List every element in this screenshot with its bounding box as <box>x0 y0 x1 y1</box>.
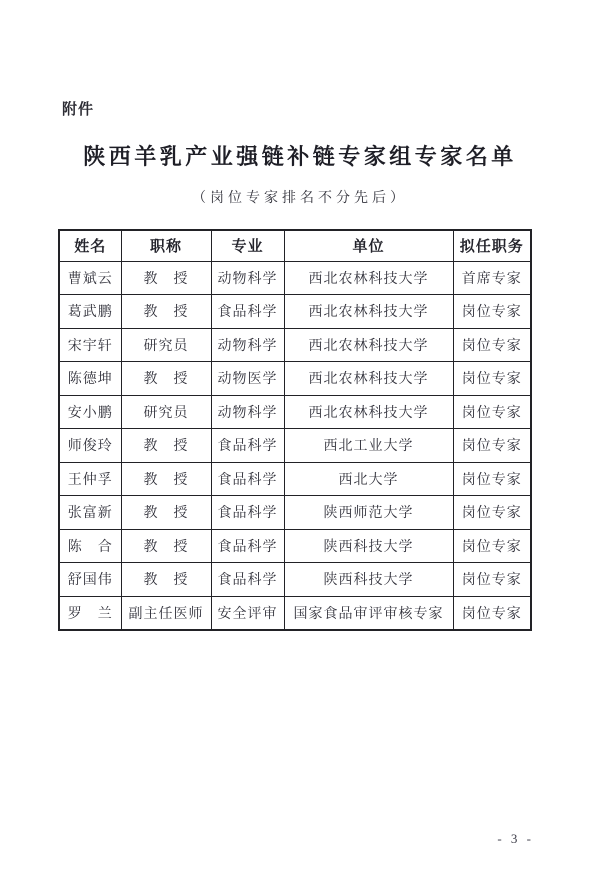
cell-major: 食品科学 <box>211 462 284 496</box>
column-header-title: 职称 <box>121 230 211 261</box>
table-row <box>59 395 531 429</box>
cell-post: 岗位专家 <box>453 462 531 496</box>
cell-name: 罗 兰 <box>59 596 121 630</box>
cell-unit: 西北农林科技大学 <box>284 395 453 429</box>
cell-post: 岗位专家 <box>453 429 531 463</box>
cell-title: 教 授 <box>121 429 211 463</box>
table-row <box>59 362 531 396</box>
cell-unit: 西北农林科技大学 <box>284 362 453 396</box>
cell-major: 动物科学 <box>211 261 284 295</box>
cell-unit: 国家食品审评审核专家 <box>284 596 453 630</box>
cell-major: 动物科学 <box>211 328 284 362</box>
cell-unit: 西北农林科技大学 <box>284 295 453 329</box>
cell-title: 研究员 <box>121 395 211 429</box>
column-header-post: 拟任职务 <box>453 230 531 261</box>
cell-name: 葛武鹏 <box>59 295 121 329</box>
cell-unit: 陕西师范大学 <box>284 496 453 530</box>
experts-table <box>58 229 532 631</box>
header-row <box>59 230 531 261</box>
cell-post: 岗位专家 <box>453 328 531 362</box>
cell-major: 食品科学 <box>211 429 284 463</box>
table-row <box>59 596 531 630</box>
cell-major: 食品科学 <box>211 295 284 329</box>
document-title: 陕西羊乳产业强链补链专家组专家名单 <box>83 144 517 169</box>
cell-post: 岗位专家 <box>453 563 531 597</box>
table-row <box>59 563 531 597</box>
cell-title: 教 授 <box>121 496 211 530</box>
cell-title: 教 授 <box>121 563 211 597</box>
cell-unit: 西北工业大学 <box>284 429 453 463</box>
cell-unit: 西北农林科技大学 <box>284 328 453 362</box>
cell-major: 动物医学 <box>211 362 284 396</box>
cell-name: 陈德坤 <box>59 362 121 396</box>
column-header-name: 姓名 <box>59 230 121 261</box>
attachment-label: 附件 <box>62 102 95 118</box>
cell-name: 曹斌云 <box>59 261 121 295</box>
table-row <box>59 496 531 530</box>
table-row <box>59 429 531 463</box>
cell-post: 岗位专家 <box>453 295 531 329</box>
document-subtitle: （岗位专家排名不分先后） <box>192 191 408 206</box>
cell-post: 首席专家 <box>453 261 531 295</box>
cell-post: 岗位专家 <box>453 496 531 530</box>
column-header-major: 专业 <box>211 230 284 261</box>
cell-post: 岗位专家 <box>453 596 531 630</box>
table-row <box>59 295 531 329</box>
table-row <box>59 462 531 496</box>
table-row <box>59 328 531 362</box>
table-header-row <box>59 230 531 261</box>
cell-name: 师俊玲 <box>59 429 121 463</box>
cell-title: 教 授 <box>121 295 211 329</box>
cell-major: 食品科学 <box>211 496 284 530</box>
cell-name: 陈 合 <box>59 529 121 563</box>
cell-major: 食品科学 <box>211 563 284 597</box>
cell-unit: 陕西科技大学 <box>284 563 453 597</box>
cell-name: 王仲孚 <box>59 462 121 496</box>
cell-major: 动物科学 <box>211 395 284 429</box>
page-number: - 3 - <box>497 831 534 846</box>
cell-unit: 西北大学 <box>284 462 453 496</box>
cell-title: 研究员 <box>121 328 211 362</box>
table-row <box>59 529 531 563</box>
cell-unit: 西北农林科技大学 <box>284 261 453 295</box>
cell-title: 教 授 <box>121 462 211 496</box>
cell-post: 岗位专家 <box>453 395 531 429</box>
cell-name: 宋宇轩 <box>59 328 121 362</box>
cell-major: 安全评审 <box>211 596 284 630</box>
cell-name: 张富新 <box>59 496 121 530</box>
cell-major: 食品科学 <box>211 529 284 563</box>
cell-post: 岗位专家 <box>453 529 531 563</box>
cell-title: 教 授 <box>121 529 211 563</box>
table-row <box>59 261 531 295</box>
cell-post: 岗位专家 <box>453 362 531 396</box>
cell-title: 教 授 <box>121 362 211 396</box>
cell-title: 教 授 <box>121 261 211 295</box>
cell-name: 舒国伟 <box>59 563 121 597</box>
column-header-unit: 单位 <box>284 230 453 261</box>
cell-name: 安小鹏 <box>59 395 121 429</box>
table-body <box>59 261 531 630</box>
cell-unit: 陕西科技大学 <box>284 529 453 563</box>
cell-title: 副主任医师 <box>121 596 211 630</box>
